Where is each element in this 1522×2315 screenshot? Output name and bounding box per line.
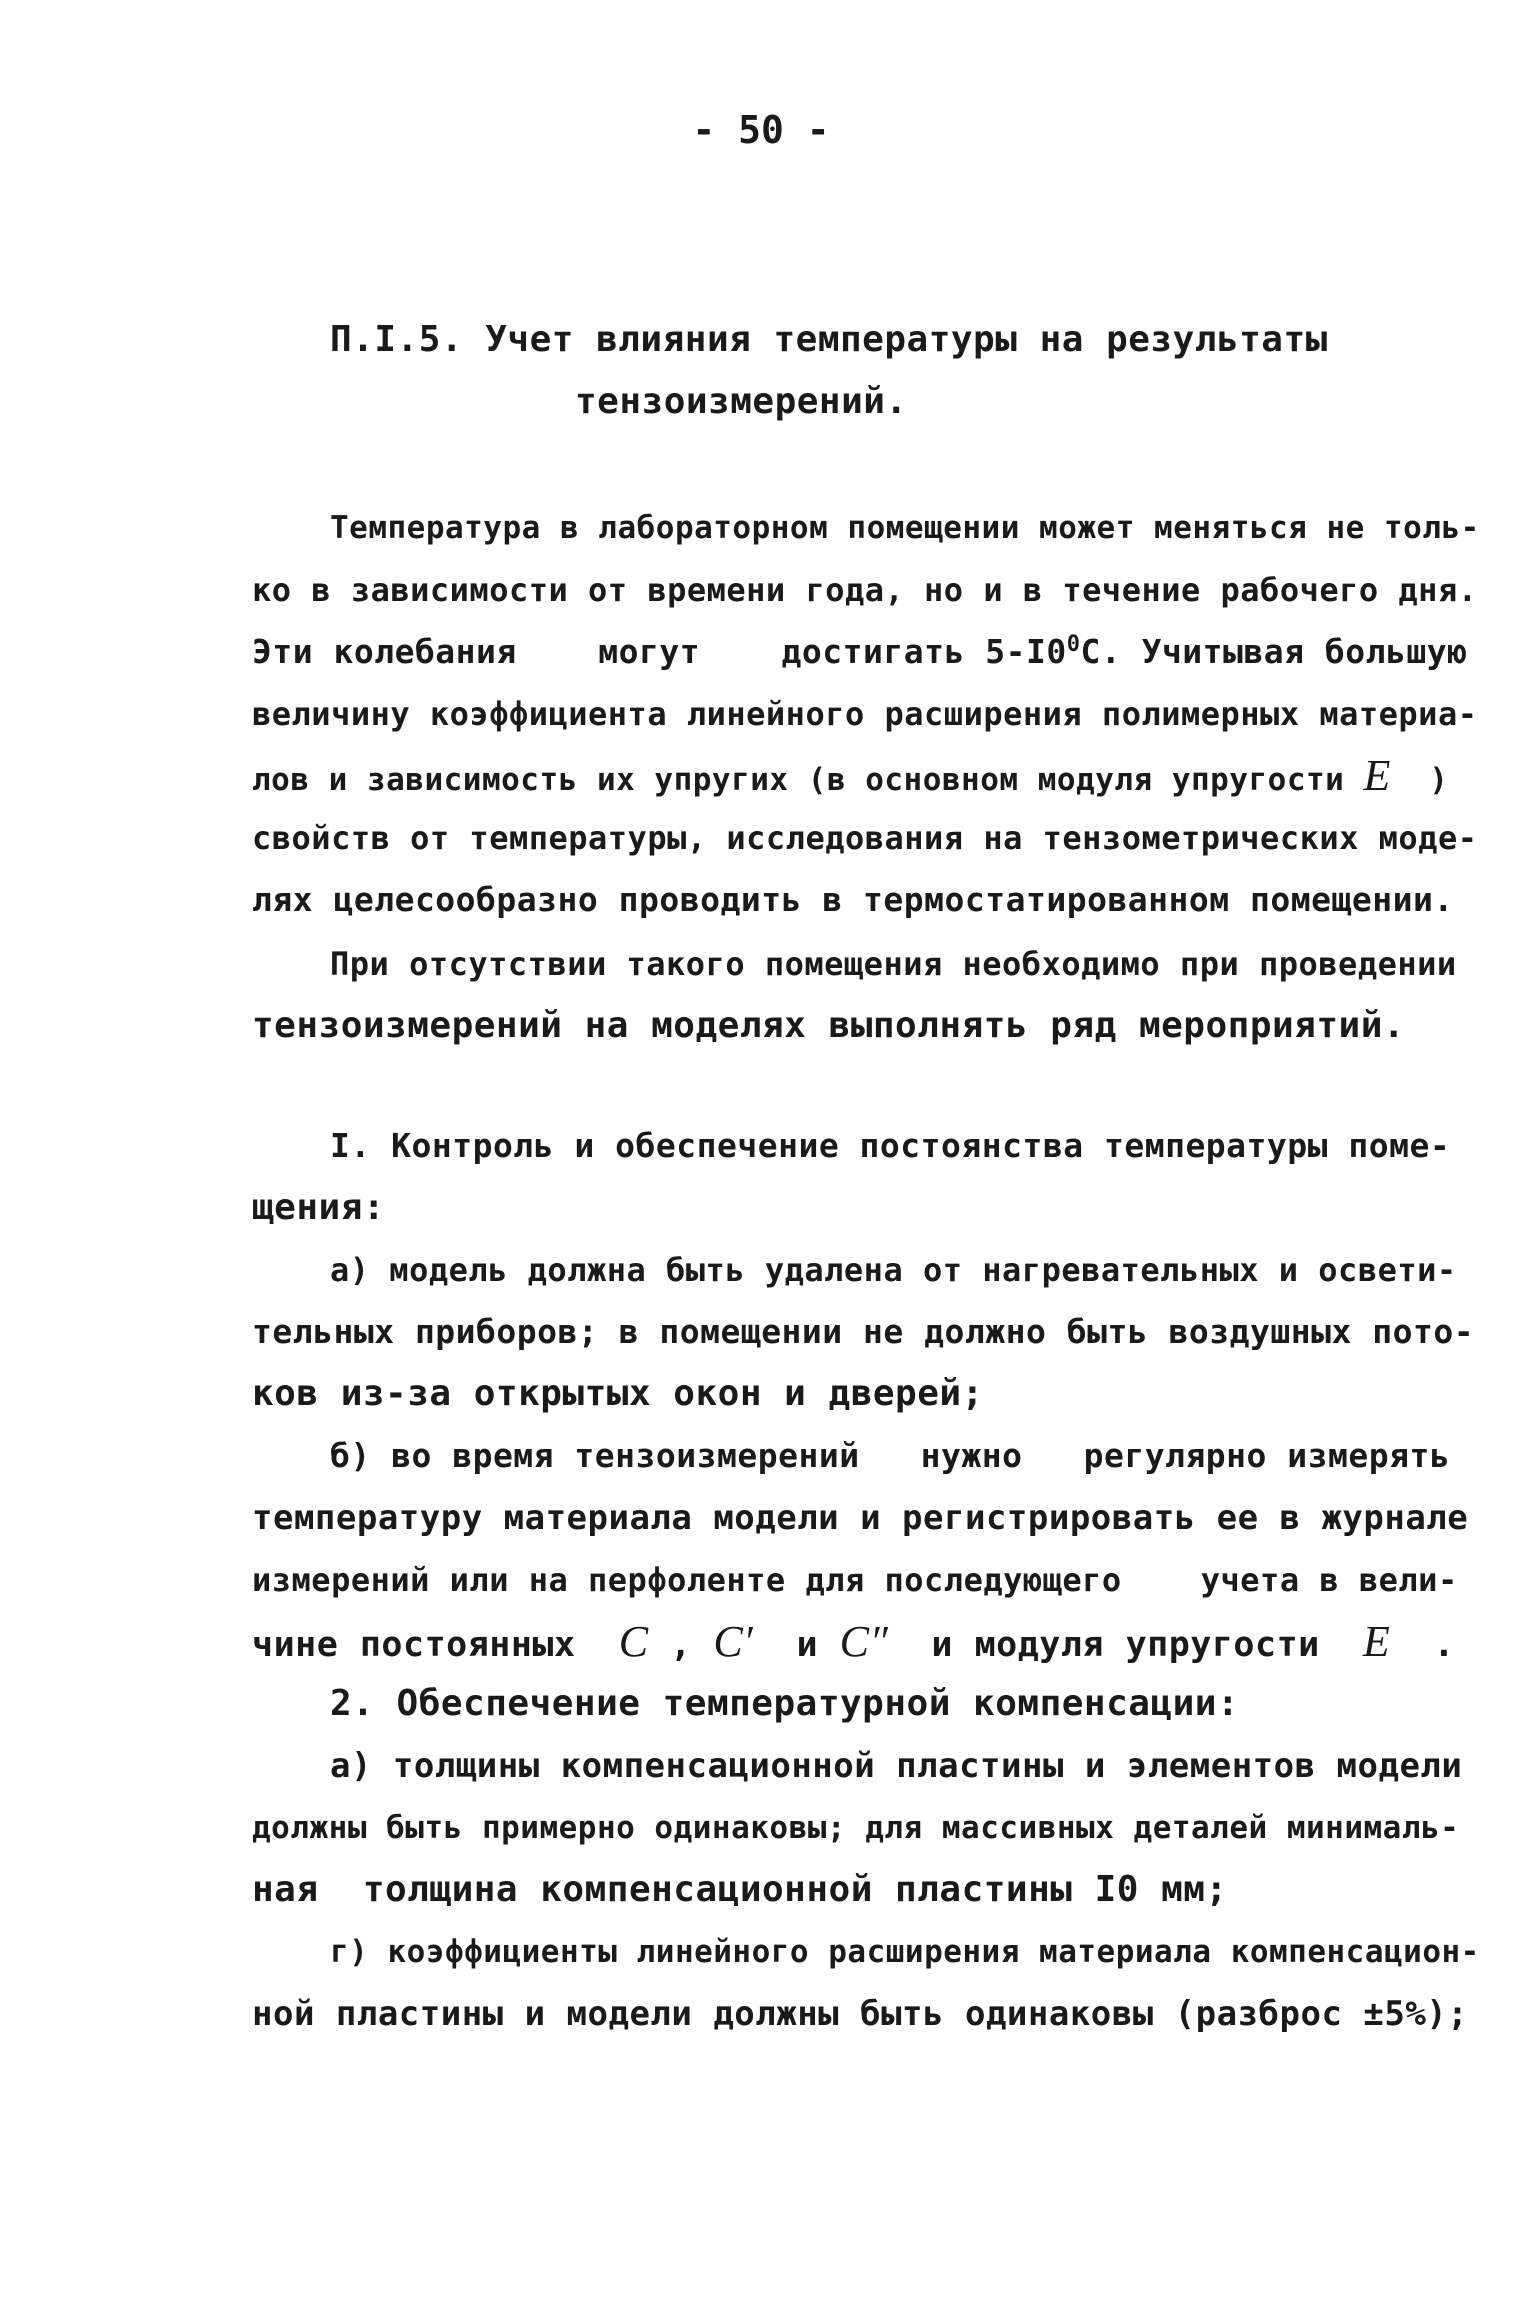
paragraph-1-line-3-text: Эти колебания могут достигать 5-I0 <box>252 632 1067 671</box>
item-1b-line-4-text: чине постоянных <box>252 1625 619 1665</box>
item-2-line-1: 2. Обеспечение температурной компенсации: <box>330 1683 1240 1724</box>
comma: , <box>648 1625 714 1665</box>
symbol-e-2: E <box>1362 1617 1391 1666</box>
symbol-c-double-prime: C″ <box>839 1617 889 1666</box>
paragraph-1-line-3 <box>252 630 1467 674</box>
item-2g-line-1: г) коэффициенты линейного расширения материала компенсацион- <box>330 1934 1480 1970</box>
page-number: - 50 - <box>692 108 830 152</box>
item-1a-line-2: тельных приборов; в помещении не должно быть воздушных пото- <box>252 1312 1475 1351</box>
item-2g-line-2: ной пластины и модели должны быть одинаковы (разброс ±5%); <box>252 1994 1469 2034</box>
degree-superscript: 0 <box>1066 632 1081 657</box>
symbol-c-prime: C′ <box>713 1617 754 1666</box>
conjunction: и <box>753 1625 840 1665</box>
item-2a-line-3: ная толщина компенсационной пластины I0 мм; <box>252 1869 1228 1910</box>
paragraph-1-line-5-text: лов и зависимость их упругих (в основном модуля упругости <box>252 762 1364 798</box>
item-2a-line-1: а) толщины компенсационной пластины и элементов модели <box>330 1746 1463 1786</box>
item-2a-line-2: должны быть примерно одинаковы; для массивных деталей минималь- <box>252 1810 1460 1846</box>
item-1b-line-4-text-2: и модуля упругости <box>888 1625 1363 1665</box>
paragraph-1-line-6: свойств от температуры, исследования на тензометрических моде- <box>252 819 1478 857</box>
item-1b-line-2: температуру материала модели и регистрировать ее в журнале <box>252 1498 1469 1538</box>
paragraph-2-line-2: тензоизмерений на моделях выполнять ряд мероприятий. <box>252 1005 1406 1046</box>
paragraph-1-line-5-end: ) <box>1390 762 1449 798</box>
item-1-line-2: щения: <box>252 1187 386 1228</box>
item-1a-line-3: ков из-за открытых окон и дверей; <box>252 1373 984 1414</box>
item-1b-line-3: измерений или на перфоленте для последующего учета в вели- <box>252 1561 1458 1599</box>
paragraph-1-line-5 <box>252 751 1449 802</box>
paragraph-1-line-1: Температура в лабораторном помещении может меняться не толь- <box>330 510 1480 546</box>
section-heading-line-2: тензоизмерений. <box>575 381 908 422</box>
paragraph-1-line-4: величину коэффициента линейного расширения полимерных материа- <box>252 695 1478 733</box>
symbol-e: E <box>1363 751 1391 800</box>
item-1b-line-4 <box>252 1617 1455 1667</box>
period: . <box>1390 1625 1455 1665</box>
paragraph-2-line-1: При отсутствии такого помещения необходимо при проведении <box>330 945 1457 983</box>
symbol-c: C <box>618 1617 649 1666</box>
paragraph-1-line-7: лях целесообразно проводить в термостатированном помещении. <box>252 880 1454 919</box>
paragraph-1-line-2: ко в зависимости от времени года, но и в течение рабочего дня. <box>252 571 1478 609</box>
item-1b-line-1: б) во время тензоизмерений нужно регулярно измерять <box>330 1436 1451 1475</box>
paragraph-1-line-3-text-end: С. Учитывая большую <box>1080 632 1468 671</box>
item-1-line-1: I. Контроль и обеспечение постоянства температуры поме- <box>330 1126 1451 1165</box>
section-heading-line-1: П.I.5. Учет влияния температуры на результаты <box>330 319 1328 360</box>
item-1a-line-1: а) модель должна быть удалена от нагревательных и освети- <box>330 1251 1457 1289</box>
